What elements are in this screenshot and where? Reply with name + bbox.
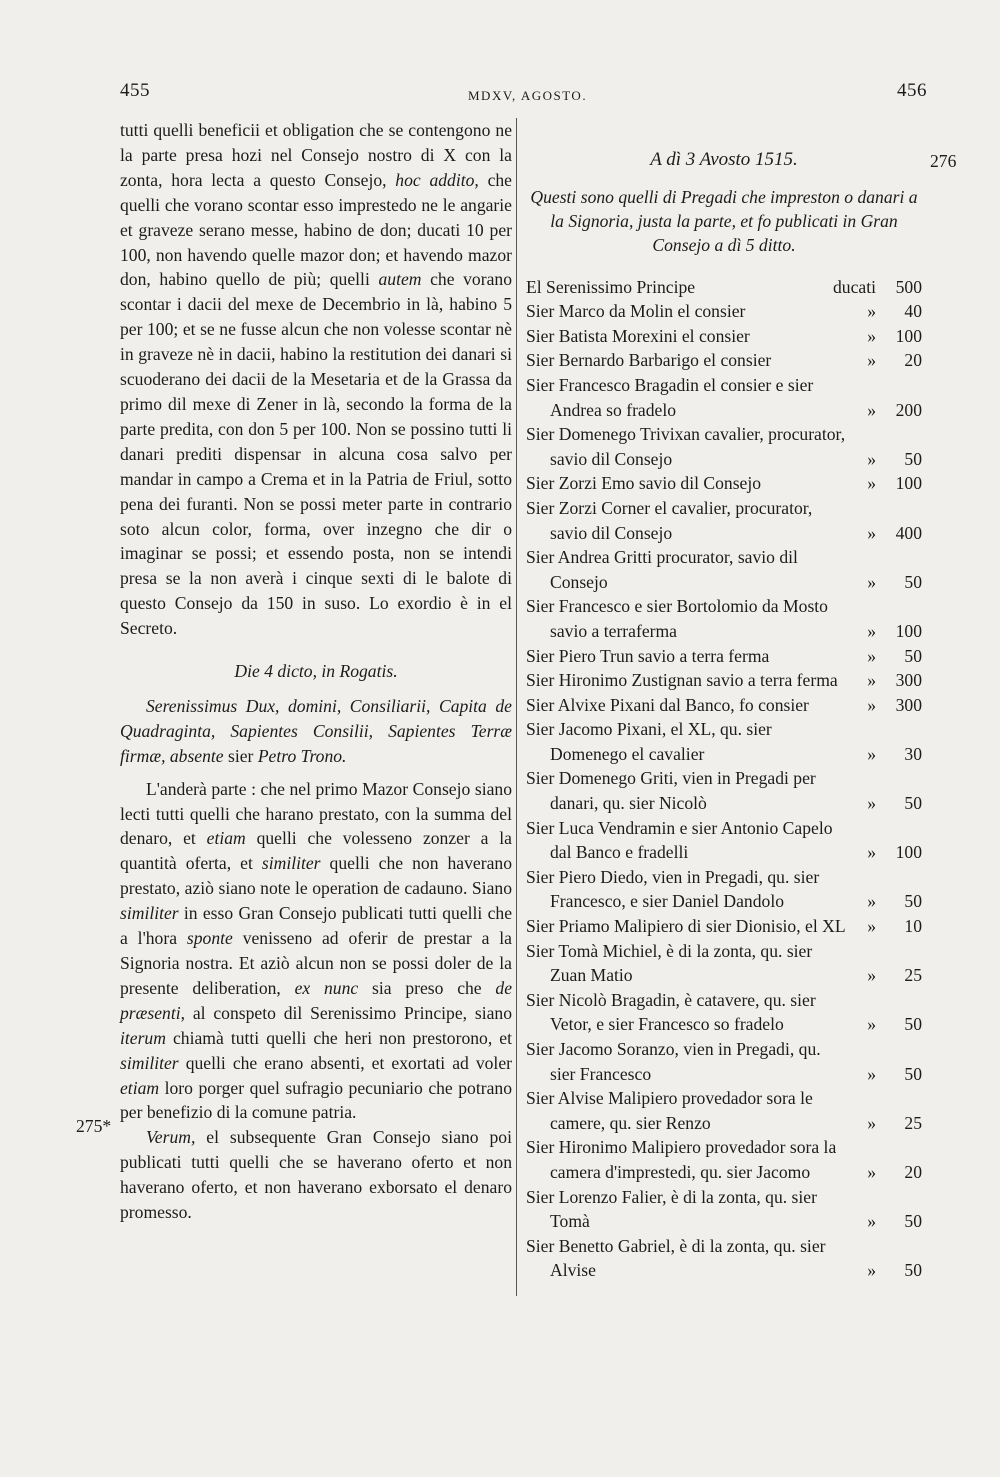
loan-amount: 300 bbox=[895, 694, 922, 715]
currency-mark: » bbox=[867, 1161, 876, 1182]
loan-amount: 25 bbox=[904, 965, 922, 986]
lender-name: Sier Jacomo Soranzo, vien in Pregadi, qu. sier Francesco bbox=[526, 1039, 821, 1084]
list-item bbox=[526, 816, 922, 865]
currency-mark: » bbox=[867, 522, 876, 543]
currency-mark: » bbox=[867, 670, 876, 691]
loan-amount: 50 bbox=[904, 571, 922, 592]
italic-run: iterum bbox=[120, 1027, 166, 1048]
lender-name: Sier Hironimo Zustignan savio a terra ferma bbox=[526, 670, 838, 691]
lender-list bbox=[526, 275, 922, 1283]
text-run: quelli che erano absenti, et exortati ad voler bbox=[178, 1052, 512, 1073]
lender-name: Sier Nicolò Bragadin, è catavere, qu. sier Vetor, e sier Francesco so fradelo bbox=[526, 989, 816, 1035]
loan-amount: 40 bbox=[904, 301, 922, 322]
list-item bbox=[526, 1185, 922, 1234]
currency-mark: » bbox=[867, 301, 876, 322]
lender-name: Sier Luca Vendramin e sier Antonio Capelo dal Banco e fradelli bbox=[526, 817, 833, 863]
loan-amount: 50 bbox=[904, 645, 922, 666]
italic-run: sponte bbox=[186, 928, 233, 949]
list-item bbox=[526, 939, 922, 988]
loan-amount: 100 bbox=[895, 325, 922, 346]
lender-name: Sier Piero Trun savio a terra ferma bbox=[526, 645, 770, 666]
loan-amount: 100 bbox=[895, 842, 922, 863]
list-item bbox=[526, 914, 922, 939]
paragraph-attendance bbox=[120, 694, 512, 769]
loan-amount: 200 bbox=[895, 399, 922, 420]
section-heading: Die 4 dicto, in Rogatis. bbox=[234, 661, 398, 682]
text-run: tutti quelli beneficii et obligation che se contengono ne la parte presa hozi nel Consejo nostro di X con la zonta, hora lecta a questo Consejo, bbox=[120, 120, 512, 190]
page-number-right: 456 bbox=[897, 80, 927, 101]
list-item bbox=[526, 496, 922, 545]
lender-name: Sier Priamo Malipiero di sier Dionisio, el XL bbox=[526, 916, 846, 937]
loan-amount: 100 bbox=[895, 473, 922, 494]
lender-name: Sier Jacomo Pixani, el XL, qu. sier Domenego el cavalier bbox=[526, 719, 772, 764]
text-run: loro porger quel sufragio pecuniario che potrano per benefizio di la comune patria. bbox=[120, 1077, 512, 1123]
lender-name: Sier Francesco Bragadin el consier e sier Andrea so fradelo bbox=[526, 374, 814, 420]
lender-name: Sier Alvixe Pixani dal Banco, fo consier bbox=[526, 694, 809, 715]
italic-run: similiter bbox=[120, 1052, 179, 1073]
paragraph-resolution bbox=[120, 777, 512, 1126]
lender-name: El Serenissimo Principe bbox=[526, 276, 696, 297]
list-item bbox=[526, 1037, 922, 1086]
currency-mark: » bbox=[867, 842, 876, 863]
list-item bbox=[526, 422, 922, 471]
currency-mark: » bbox=[867, 1063, 876, 1084]
lender-name: Sier Marco da Molin el consier bbox=[526, 301, 746, 322]
italic-run: autem bbox=[378, 269, 422, 290]
currency-mark: » bbox=[867, 473, 876, 494]
currency-mark: » bbox=[867, 399, 876, 420]
list-item bbox=[526, 324, 922, 349]
text-run: sia preso che bbox=[358, 977, 496, 998]
currency-mark: » bbox=[867, 350, 876, 371]
loan-amount: 50 bbox=[904, 1260, 922, 1281]
text-run: che vorano scontar i dacii del mexe de Decembrio in là, habino 5 per 100; et se ne fusse alcun che non volesse scontar nè in graveze nè in dacii, habino la restitution dei danari si scuoderano dei dacii de la Mesetaria et de la Grassa da primo dil mexe di Zener in là, secondo la forma de la parte predita, con don 5 per 100. Non se possino tutti li danari prediti dispensar in alcuna cosa salvo per mandar in campo a Crema et in la Patria de Friul, sotto pena dei furanti. Non se possi meter parte in contrario soto alcun color, forma, over inzegno che dir o imaginar se possi; et essendo posta, non se intendi presa se la non averà i cinque sexti di le balote di questo Consejo da 150 in suso. Lo exordio è in el Secreto. bbox=[120, 269, 512, 639]
loan-amount: 50 bbox=[904, 448, 922, 469]
list-item bbox=[526, 348, 922, 373]
lender-name: Sier Tomà Michiel, è di la zonta, qu. sier Zuan Matio bbox=[526, 940, 813, 986]
page-number-left: 455 bbox=[120, 80, 150, 101]
currency-mark: » bbox=[867, 743, 876, 764]
italic-run: Serenissimus Dux, domini, Consiliarii, Capita de Quadraginta, Sapientes Consilii, Sapientes Terræ firmæ, absente bbox=[120, 695, 512, 766]
margin-note-left: 275* bbox=[76, 1116, 112, 1136]
list-item bbox=[526, 865, 922, 914]
lender-name: Sier Zorzi Corner el cavalier, procurator, savio dil Consejo bbox=[526, 497, 813, 543]
currency-mark: » bbox=[867, 325, 876, 346]
text-run: sier bbox=[223, 745, 258, 766]
text-run: quelli che volesseno zonzer a la quantità oferta, et bbox=[120, 828, 512, 874]
list-item bbox=[526, 471, 922, 496]
list-item bbox=[526, 1086, 922, 1135]
lender-name: Sier Hironimo Malipiero provedador sora la camera d'imprestedi, qu. sier Jacomo bbox=[526, 1137, 837, 1182]
loan-amount: 30 bbox=[904, 743, 922, 764]
currency-mark: » bbox=[867, 448, 876, 469]
list-item bbox=[526, 1135, 922, 1184]
lender-name: Sier Zorzi Emo savio dil Consejo bbox=[526, 473, 762, 494]
italic-run: hoc addito, bbox=[395, 169, 479, 190]
loan-amount: 25 bbox=[904, 1112, 922, 1133]
lender-name: Sier Bernardo Barbarigo el consier bbox=[526, 350, 772, 371]
italic-run: similiter bbox=[261, 853, 321, 874]
loan-amount: 10 bbox=[904, 916, 922, 937]
loan-amount: 300 bbox=[895, 670, 922, 691]
list-item bbox=[526, 644, 922, 669]
currency-mark: » bbox=[867, 1112, 876, 1133]
loan-amount: 20 bbox=[904, 1161, 922, 1182]
currency-mark: » bbox=[867, 694, 876, 715]
italic-run: similiter bbox=[120, 903, 179, 924]
currency-mark: » bbox=[867, 645, 876, 666]
italic-run: Petro Trono. bbox=[257, 745, 347, 766]
lender-name: Sier Domenego Trivixan cavalier, procurator, savio dil Consejo bbox=[526, 424, 846, 469]
text-run: quelli che non haverano prestato, aziò siano note le operation de cadauno. Siano bbox=[120, 853, 512, 899]
italic-run: etiam bbox=[120, 1077, 160, 1098]
text-run: in esso Gran Consejo publicati tutti quelli che a l'hora bbox=[120, 903, 512, 949]
margin-note-right: 276 bbox=[930, 151, 957, 171]
paragraph-continuation bbox=[120, 118, 512, 641]
currency-mark: » bbox=[867, 965, 876, 986]
lender-name: Sier Andrea Gritti procurator, savio dil Consejo bbox=[526, 547, 798, 592]
italic-run: etiam bbox=[206, 828, 246, 849]
loan-amount: 500 bbox=[895, 276, 922, 297]
lender-name: Sier Benetto Gabriel, è di la zonta, qu. sier Alvise bbox=[526, 1235, 826, 1281]
loan-amount: 50 bbox=[904, 1014, 922, 1035]
currency-mark: » bbox=[867, 891, 876, 912]
currency-mark: » bbox=[867, 1211, 876, 1232]
text-run: L'anderà parte : che nel primo Mazor Consejo siano lecti tutti quelli che harano prestato, con la summa del denaro, et bbox=[120, 778, 512, 849]
currency-mark: » bbox=[867, 571, 876, 592]
left-column bbox=[120, 118, 512, 1225]
lender-name: Sier Batista Morexini el consier bbox=[526, 325, 750, 346]
loan-amount: 400 bbox=[895, 522, 922, 543]
text-run: venisseno ad oferir de prestar a la Signoria nostra. Et aziò alcun non se possi doler de la presente deliberation, bbox=[120, 928, 512, 998]
right-column bbox=[526, 148, 922, 1283]
currency-mark: » bbox=[867, 1014, 876, 1035]
loan-amount: 20 bbox=[904, 350, 922, 371]
lender-name: Sier Lorenzo Falier, è di la zonta, qu. sier Tomà bbox=[526, 1186, 817, 1232]
currency-mark: » bbox=[867, 916, 876, 937]
paragraph-closing bbox=[120, 1125, 512, 1225]
loan-amount: 50 bbox=[904, 1211, 922, 1232]
italic-run: de præsenti bbox=[120, 977, 513, 1023]
date-heading: A dì 3 Avosto 1515. bbox=[650, 149, 798, 170]
list-item bbox=[526, 299, 922, 324]
list-item bbox=[526, 594, 922, 643]
list-item bbox=[526, 988, 922, 1037]
text-run: chiamà tutti quelli che heri non prestorono, et bbox=[165, 1027, 512, 1048]
italic-run: Verum, bbox=[146, 1127, 196, 1148]
currency-mark: ducati bbox=[833, 276, 876, 297]
currency-mark: » bbox=[867, 793, 876, 814]
lender-name: Sier Alvise Malipiero provedador sora le camere, qu. sier Renzo bbox=[526, 1088, 813, 1133]
list-item bbox=[526, 766, 922, 815]
currency-mark: » bbox=[867, 1260, 876, 1281]
text-run: , al conspeto dil Serenissimo Principe, siano bbox=[180, 1002, 512, 1023]
list-item bbox=[526, 275, 922, 300]
column-divider bbox=[516, 118, 517, 1296]
list-item bbox=[526, 373, 922, 422]
currency-mark: » bbox=[867, 620, 876, 641]
lender-name: Sier Domenego Griti, vien in Pregadi per danari, qu. sier Nicolò bbox=[526, 768, 816, 814]
loan-amount: 50 bbox=[904, 793, 922, 814]
lender-name: Sier Piero Diedo, vien in Pregadi, qu. sier Francesco, e sier Daniel Dandolo bbox=[526, 866, 820, 912]
list-item bbox=[526, 693, 922, 718]
running-head: MDXV, AGOSTO. bbox=[468, 88, 588, 103]
loan-amount: 50 bbox=[904, 891, 922, 912]
list-item bbox=[526, 545, 922, 594]
lender-name: Sier Francesco e sier Bortolomio da Mosto savio a terraferma bbox=[526, 596, 828, 641]
text-run: che quelli che vorano scontar esso imprestedo ne le angarie et graveze serano messe, habino de don; ducati 10 per 100, non havendo quelle mazor don; et havendo mazor don, habino quello de più; quelli bbox=[120, 169, 512, 290]
list-intro: Questi sono quelli di Pregadi che impreston o danari a la Signoria, justa la parte, et fo publicati in Gran Consejo a dì 5 ditto. bbox=[530, 186, 918, 255]
loan-amount: 100 bbox=[895, 620, 922, 641]
italic-run: ex nunc bbox=[294, 977, 359, 998]
list-item bbox=[526, 1234, 922, 1283]
list-item bbox=[526, 717, 922, 766]
list-item bbox=[526, 668, 922, 693]
text-run: el subsequente Gran Consejo siano poi publicati tutti quelli che se haverano oferto et non haverano oferto, et non haverano exborsato el denaro promesso. bbox=[120, 1127, 512, 1223]
loan-amount: 50 bbox=[904, 1063, 922, 1084]
